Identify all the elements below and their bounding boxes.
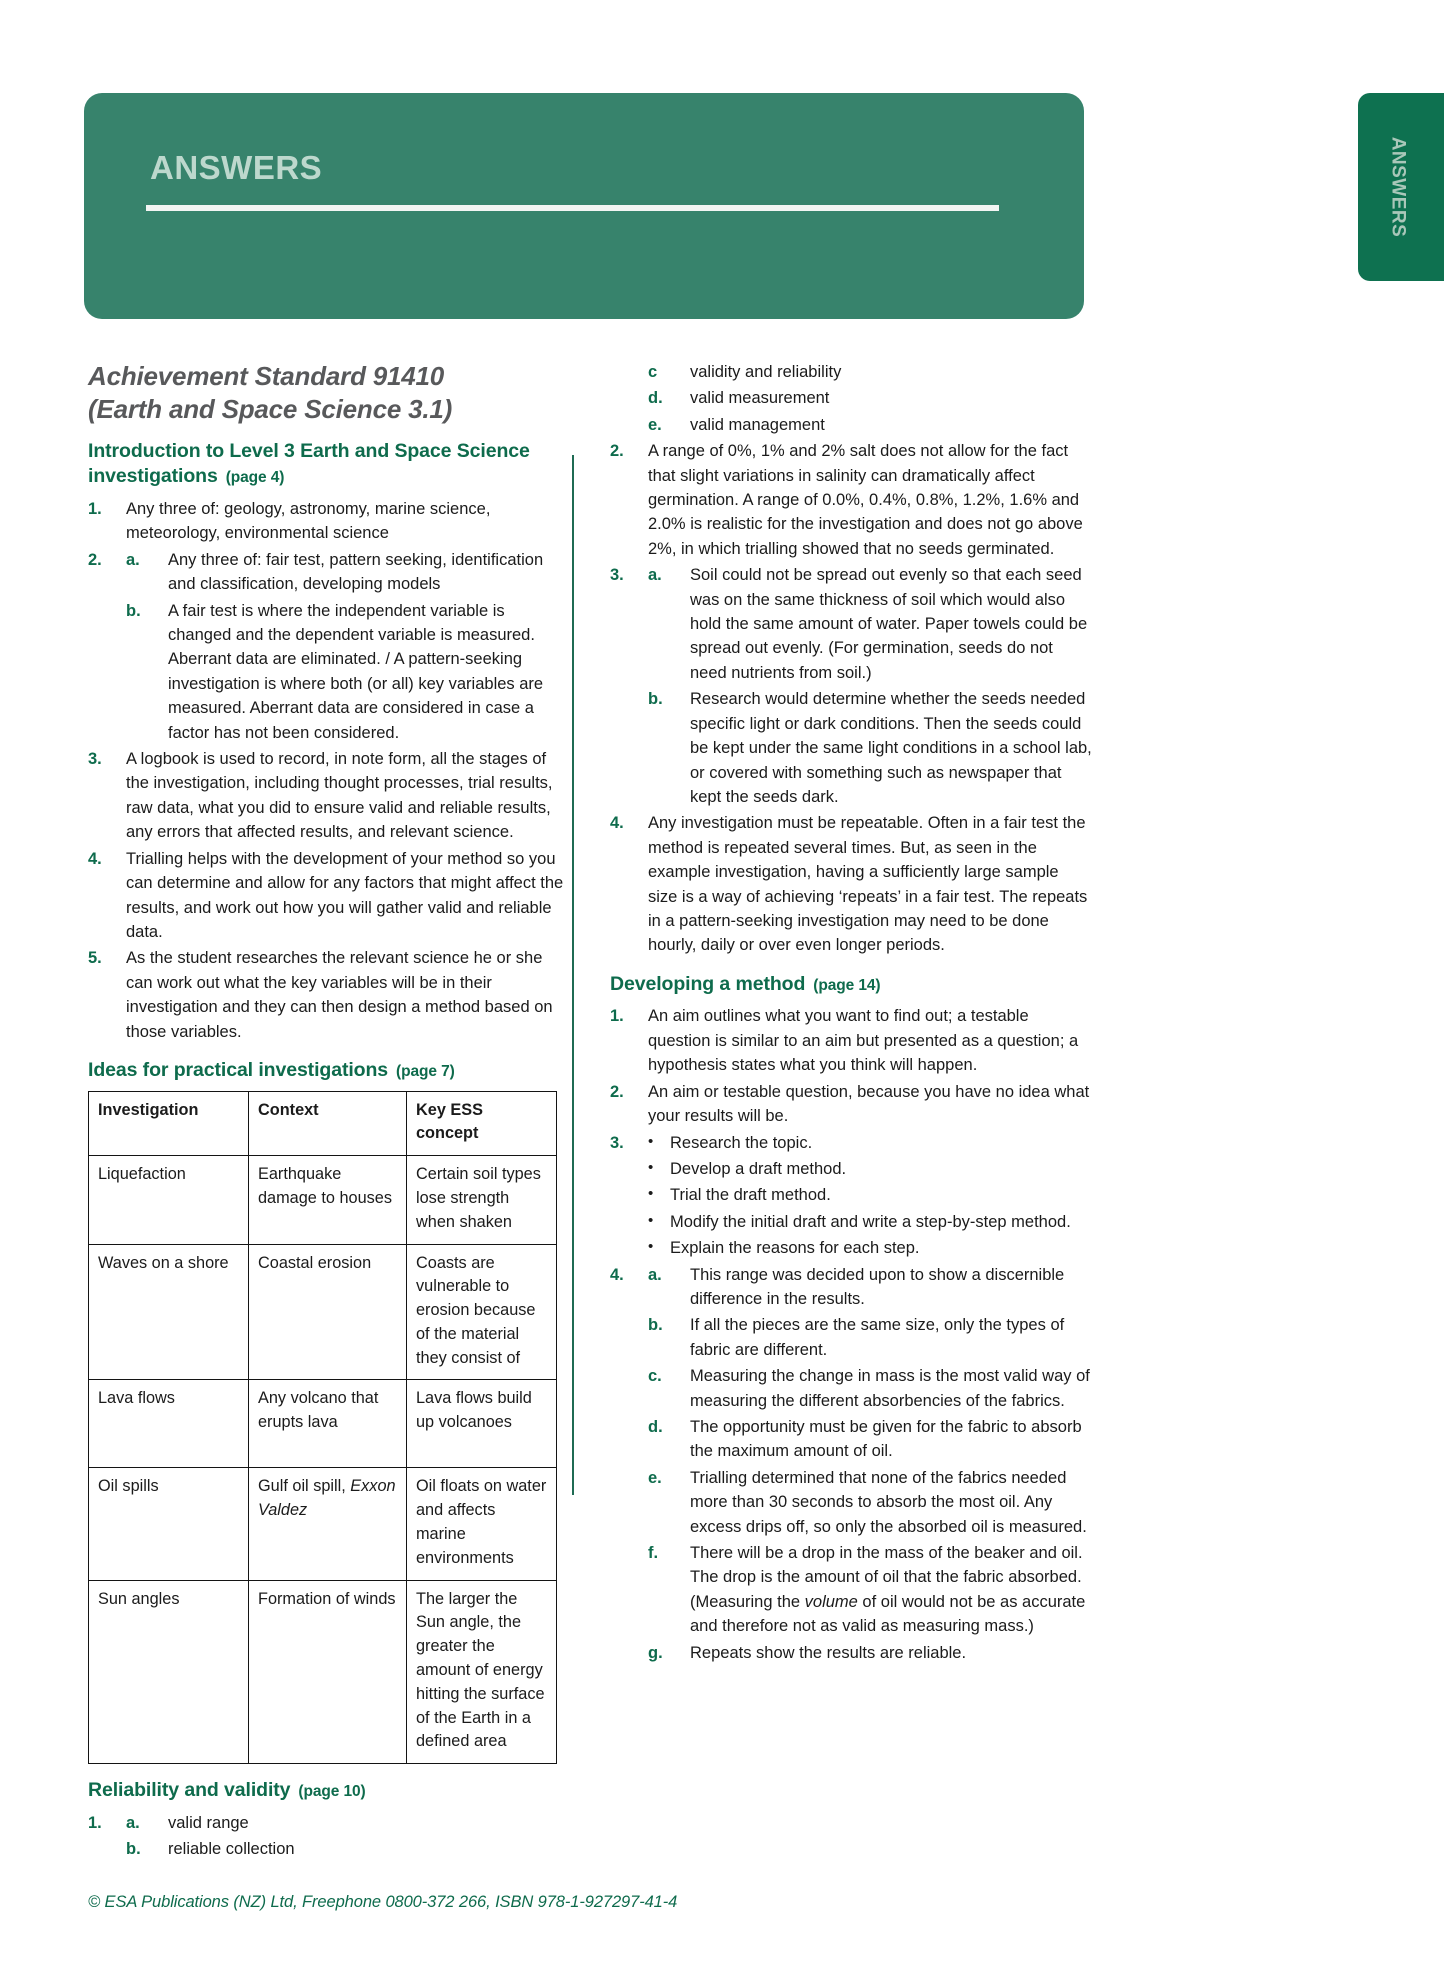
list-number: 3.	[610, 566, 624, 585]
table-row	[89, 1580, 557, 1763]
list-number: 4.	[88, 849, 102, 868]
list-item	[610, 811, 1092, 957]
page-title: answers	[150, 136, 323, 189]
list-number	[610, 1157, 648, 1181]
list-item	[610, 1183, 1092, 1207]
title-line-1: Achievement Standard 91410	[88, 361, 445, 391]
table-cell: Certain soil types lose strength when shaken	[407, 1156, 557, 1244]
list-number: 4.	[610, 814, 624, 833]
list-text: An aim outlines what you want to find out; a testable question is similar to an aim but presented as a question; a hypothesis states what you think will happen.	[648, 1007, 1079, 1075]
table-cell: Oil spills	[89, 1468, 249, 1580]
list-text: reliable collection	[168, 1840, 295, 1859]
list-item	[88, 946, 570, 1044]
list-number: 5.	[88, 949, 102, 968]
list-text: Any three of: geology, astronomy, marine science, meteorology, environmental science	[126, 500, 491, 543]
table-cell: Coasts are vulnerable to erosion because of the material they consist of	[407, 1244, 557, 1380]
list-alpha: b.	[126, 1840, 141, 1859]
list-alpha: d.	[648, 1417, 663, 1436]
table-header-row	[89, 1091, 557, 1156]
list-text: The opportunity must be given for the fabric to absorb the maximum amount of oil.	[690, 1417, 1082, 1461]
list-text: This range was decided upon to show a discernible difference in the results.	[690, 1265, 1065, 1308]
header-banner	[84, 93, 1084, 319]
list-item	[610, 1313, 1092, 1362]
table-cell: Waves on a shore	[89, 1244, 249, 1380]
table-row	[89, 1156, 557, 1244]
table-cell: Lava flows build up volcanoes	[407, 1380, 557, 1468]
section-heading-reliability	[88, 1778, 570, 1804]
list-text: Any three of: fair test, pattern seeking, identification and classification, developing models	[168, 550, 544, 594]
list-item	[610, 687, 1092, 809]
list-alpha: a.	[648, 566, 662, 585]
list-number	[610, 1236, 648, 1260]
footer-copyright: © ESA Publications (NZ) Ltd, Freephone 0800-372 266, ISBN 978-1-927297-41-4	[88, 1893, 678, 1911]
list-text: There will be a drop in the mass of the beaker and oil. The drop is the amount of oil that the fabric absorbed. (Measuring the volume of oil would not be as accurate and therefore not as valid as measuring mass.)	[690, 1544, 1086, 1636]
list-text: Modify the initial draft and write a step-by-step method.	[670, 1212, 1071, 1231]
list-text: Soil could not be spread out evenly so that each seed was on the same thickness of soil which would also hold the same amount of water. Paper towels could be spread out evenly. (For germination, seeds do not need nutrients from soil.)	[690, 566, 1088, 682]
list-text: Trial the draft method.	[670, 1186, 831, 1205]
list-item	[88, 548, 570, 597]
table-cell: Lava flows	[89, 1380, 249, 1468]
list-number	[610, 1210, 648, 1234]
list-number: 2.	[610, 1082, 624, 1101]
list-number	[610, 1415, 648, 1439]
list-text: A range of 0%, 1% and 2% salt does not allow for the fact that slight variations in salinity can dramatically affect germination. A range of 0.0%, 0.4%, 0.8%, 1.2%, 1.6% and 2.0% is realistic for the investigation and does not go above 2%, in which trialling showed that no seeds germinated.	[648, 442, 1083, 558]
list-text: A fair test is where the independent variable is changed and the dependent variable is measured. Aberrant data are eliminated. / A pattern-seeking investigation is where both (or all) key variables are measured. Aberrant data are considered in case a factor has not been considered.	[168, 601, 544, 742]
list-text: An aim or testable question, because you have no idea what your results will be.	[648, 1082, 1090, 1126]
column-divider	[572, 455, 574, 1495]
side-tab-label: answers	[1386, 136, 1417, 238]
list-number	[610, 1466, 648, 1490]
list-number	[610, 1313, 648, 1337]
list-item	[610, 563, 1092, 685]
list-text: valid measurement	[690, 389, 830, 408]
table-cell: Liquefaction	[89, 1156, 249, 1244]
list-text: As the student researches the relevant science he or she can work out what the key variables will be in their investigation and they can then design a method based on those variables.	[126, 949, 553, 1041]
bullet-icon: •	[648, 1185, 654, 1203]
list-text: A logbook is used to record, in note form, all the stages of the investigation, including thought processes, trial results, raw data, what you did to ensure valid and reliable results, any errors that affected results, and relevant science.	[126, 750, 553, 842]
heading-text: Developing a method	[610, 972, 806, 995]
page-ref: (page 4)	[225, 469, 285, 487]
list-number	[610, 1641, 648, 1665]
list-item	[610, 1157, 1092, 1181]
table-row	[89, 1468, 557, 1580]
list-alpha: b.	[648, 690, 663, 709]
list-text: Repeats show the results are reliable.	[690, 1643, 967, 1662]
list-number: 3.	[610, 1133, 624, 1152]
list-alpha: b.	[648, 1316, 663, 1335]
list-text: Develop a draft method.	[670, 1159, 847, 1178]
table-cell: The larger the Sun angle, the greater the amount of energy hitting the surface of the Earth in a defined area	[407, 1580, 557, 1763]
section-heading-ideas	[88, 1058, 570, 1084]
table-cell: Sun angles	[89, 1580, 249, 1763]
list-number: 2.	[610, 442, 624, 461]
ideas-table	[88, 1091, 557, 1764]
title-line-2: (Earth and Space Science 3.1)	[88, 394, 453, 425]
bullet-icon: •	[648, 1238, 654, 1256]
header-divider-rule	[146, 205, 999, 211]
list-item	[88, 497, 570, 546]
list-number: 1.	[88, 500, 102, 518]
list-developing-method	[610, 1004, 1092, 1665]
side-tab-answers[interactable]	[1358, 93, 1444, 281]
heading-line-2: investigations	[88, 465, 218, 488]
list-text: Explain the reasons for each step.	[670, 1239, 920, 1258]
list-alpha: b.	[126, 601, 141, 620]
right-column	[610, 360, 1092, 1667]
table-cell: Coastal erosion	[249, 1244, 407, 1380]
section-heading-developing-method	[610, 972, 1092, 998]
table-row	[89, 1380, 557, 1468]
list-reliability	[88, 1811, 570, 1862]
section-heading-introduction	[88, 439, 570, 490]
list-alpha: c.	[648, 1367, 662, 1386]
list-number: 3.	[88, 750, 102, 769]
list-alpha: f.	[648, 1544, 659, 1563]
list-item	[610, 1131, 1092, 1155]
list-alpha: a.	[126, 550, 140, 569]
list-item	[88, 1811, 570, 1835]
list-number: 2.	[88, 550, 102, 569]
table-cell: Oil floats on water and affects marine environments	[407, 1468, 557, 1580]
table-row	[89, 1244, 557, 1380]
list-item	[88, 847, 570, 945]
achievement-standard-title	[88, 360, 570, 427]
heading-line-1: Introduction to Level 3 Earth and Space Science	[88, 439, 530, 462]
table-cell: Earthquake damage to houses	[249, 1156, 407, 1244]
list-number	[610, 1541, 648, 1565]
list-alpha: e.	[648, 415, 662, 434]
table-header-cell: Context	[249, 1091, 407, 1156]
list-item	[610, 1415, 1092, 1464]
left-column	[88, 360, 570, 1864]
heading-text: Reliability and validity	[88, 1779, 291, 1802]
list-alpha: g.	[648, 1643, 663, 1662]
list-item	[610, 360, 1092, 384]
list-text: valid range	[168, 1813, 249, 1832]
list-item	[610, 1263, 1092, 1312]
list-number: 4.	[610, 1265, 624, 1284]
list-text: Trialling helps with the development of your method so you can determine and allow for any factors that might affect the results, and work out how you will gather valid and reliable data.	[126, 849, 564, 941]
table-cell-italic-brand: Gulf oil spill, Exxon Valdez	[249, 1468, 407, 1580]
list-text: Research the topic.	[670, 1133, 813, 1152]
list-number	[610, 1183, 648, 1207]
page-ref: (page 10)	[298, 1783, 366, 1801]
list-alpha: a.	[126, 1813, 140, 1832]
list-text: Research would determine whether the seeds needed specific light or dark conditions. Then the seeds could be kept under the same light conditions in a school lab, or covered with something such as newspaper that kept the seeds dark.	[690, 690, 1092, 806]
list-item	[610, 413, 1092, 437]
list-introduction	[88, 497, 570, 1044]
list-alpha: c	[648, 363, 658, 381]
list-alpha: a.	[648, 1265, 662, 1284]
page-ref: (page 7)	[396, 1062, 455, 1080]
list-item	[88, 599, 570, 745]
bullet-icon: •	[648, 1132, 654, 1150]
list-item	[610, 386, 1092, 410]
table-header-cell: Key ESS concept	[407, 1091, 557, 1156]
list-item	[610, 1641, 1092, 1665]
bullet-icon: •	[648, 1158, 654, 1176]
list-item	[610, 1080, 1092, 1129]
list-alpha: d.	[648, 389, 663, 408]
table-cell: Any volcano that erupts lava	[249, 1380, 407, 1468]
list-item	[610, 1210, 1092, 1234]
list-text: If all the pieces are the same size, only the types of fabric are different.	[690, 1316, 1065, 1359]
list-alpha: e.	[648, 1468, 662, 1487]
list-item	[610, 439, 1092, 561]
table-header-cell: Investigation	[89, 1091, 249, 1156]
list-number: 1.	[610, 1007, 624, 1026]
list-text: valid management	[690, 415, 825, 434]
page-ref: (page 14)	[813, 976, 881, 994]
list-text: Trialling determined that none of the fabrics needed more than 30 seconds to absorb the most oil. Any excess drips off, so only the absorbed oil is measured.	[690, 1468, 1087, 1536]
list-item	[610, 1236, 1092, 1260]
list-text: Measuring the change in mass is the most valid way of measuring the different absorbencies of the fabrics.	[690, 1367, 1090, 1410]
list-item	[610, 1466, 1092, 1539]
list-item	[88, 747, 570, 845]
list-text: Any investigation must be repeatable. Often in a fair test the method is repeated several times. But, as seen in the example investigation, having a sufficiently large sample size is a way of achieving ‘repeats’ in a fair test. The repeats in a pattern-seeking investigation may need to be done hourly, daily or over even longer periods.	[648, 814, 1088, 955]
list-item	[610, 1004, 1092, 1077]
list-item	[610, 1364, 1092, 1413]
list-number: 1.	[88, 1813, 102, 1832]
list-number	[610, 1364, 648, 1388]
heading-text: Ideas for practical investigations	[88, 1058, 389, 1081]
table-cell: Formation of winds	[249, 1580, 407, 1763]
list-item	[88, 1837, 570, 1861]
bullet-icon: •	[648, 1211, 654, 1229]
list-reliability-continued	[610, 360, 1092, 958]
list-text: validity and reliability	[690, 363, 842, 381]
list-item	[610, 1541, 1092, 1639]
